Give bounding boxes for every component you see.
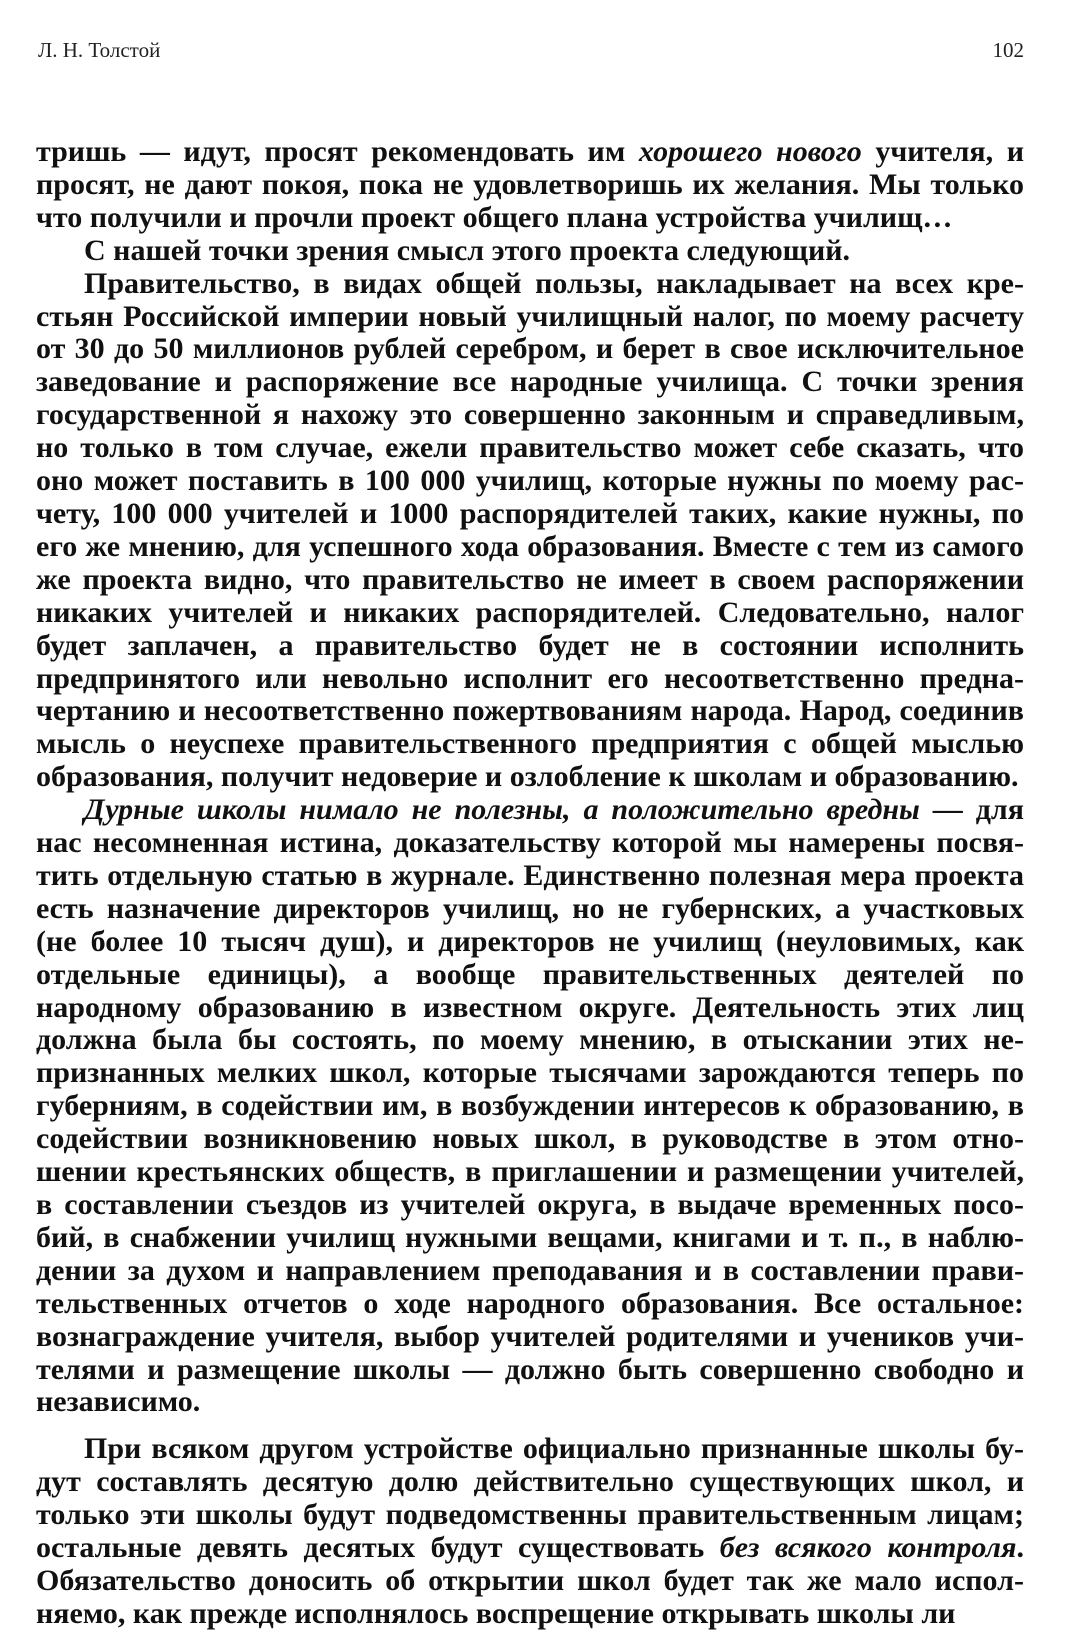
paragraph-3 xyxy=(36,268,1024,795)
paragraph-5 xyxy=(36,1433,1024,1630)
paragraph-1 xyxy=(36,136,1024,235)
text-run: — для нас несомненная истина, доказательству которой мы намерены посвятить отдельную статью в журнале. Единственно полезная мера проекта есть назначение директоров училищ, но не губернских, а участковых (не более 10 тысяч душ), и директоров не училищ (неуловимых, как отдельные единицы), а вообще правительственных деятелей по народному образованию в известном округе. Деятельность этих лиц должна была бы состоять, по моему мнению, в отыскании этих непризнанных мелких школ, которые тысячами зарождаются теперь по губерниям, в содействии им, в возбуждении интересов к образованию, в содействии возникновению новых школ, в руководстве в этом отношении крестьянских обществ, в приглашении и размещении учителей, в составлении съездов из учителей округа, в выдаче временных пособий, в снабжении училищ нужными вещами, книгами и т. п., в наблюдении за духом и направлением преподавания и в составлении правительственных отчетов о ходе народного образования. Все остальное: вознаграждение учителя, выбор учителей родителями и учеников учителями и размещение школы — должно быть совершенно свободно и независимо. xyxy=(36,793,1024,1419)
italic-text-run: Дурные школы нимало не полезны, а положительно вредны xyxy=(84,793,920,827)
body-text xyxy=(36,136,1024,1631)
page-number: 102 xyxy=(992,38,1024,62)
text-run: При всяком другом устройстве официально признанные школы будут составлять десятую долю действительно существующих школ, и только эти школы будут подведомственны правительственным лицам; остальные девять десятых будут существовать xyxy=(36,1432,1024,1565)
author-name: Л. Н. Толстой xyxy=(38,38,161,62)
paragraph-4 xyxy=(36,794,1024,1419)
text-run: учителя, и просят, не дают покоя, пока не удовлетворишь их желания. Мы только что получили и прочли проект общего плана устройства училищ… xyxy=(36,135,1025,234)
text-run: Правительство, в видах общей пользы, накладывает на всех крестьян Российской империи новый училищный налог, по моему расчету от 30 до 50 миллионов рублей серебром, и берет в свое исключительное заведование и распоряжение все народные училища. С точки зрения государственной я нахожу это совершенно законным и справедливым, но только в том случае, ежели правительство может себе сказать, что оно может поставить в 100 000 училищ, которые нужны по моему расчету, 100 000 учителей и 1000 распорядителей таких, какие нужны, по его же мнению, для успешного хода образования. Вместе с тем из самого же проекта видно, что правительство не имеет в своем распоряжении никаких учителей и никаких распорядителей. Следовательно, налог будет заплачен, а правительство будет не в состоянии исполнить предпринятого или невольно исполнит его несоответственно предначертанию и несоответственно пожертвованиям народа. Народ, соединив мысль о неуспехе правительственного предприятия с общей мыслью образования, получит недоверие и озлобление к школам и образованию. xyxy=(36,266,1024,794)
text-run: С нашей точки зрения смысл этого проекта следующий. xyxy=(84,233,851,267)
text-run: тришь — идут, просят рекомендовать им xyxy=(36,135,639,168)
italic-text-run: хорошего нового xyxy=(638,135,862,168)
text-run: . Обязательство доносить об открытии школ будет так же мало исполняемо, как прежде исполнялось воспрещение открывать школы ли xyxy=(36,1531,1024,1630)
running-header xyxy=(38,38,1024,68)
italic-text-run: без всякого контроля xyxy=(719,1531,1017,1565)
paragraph-2 xyxy=(36,235,1024,268)
